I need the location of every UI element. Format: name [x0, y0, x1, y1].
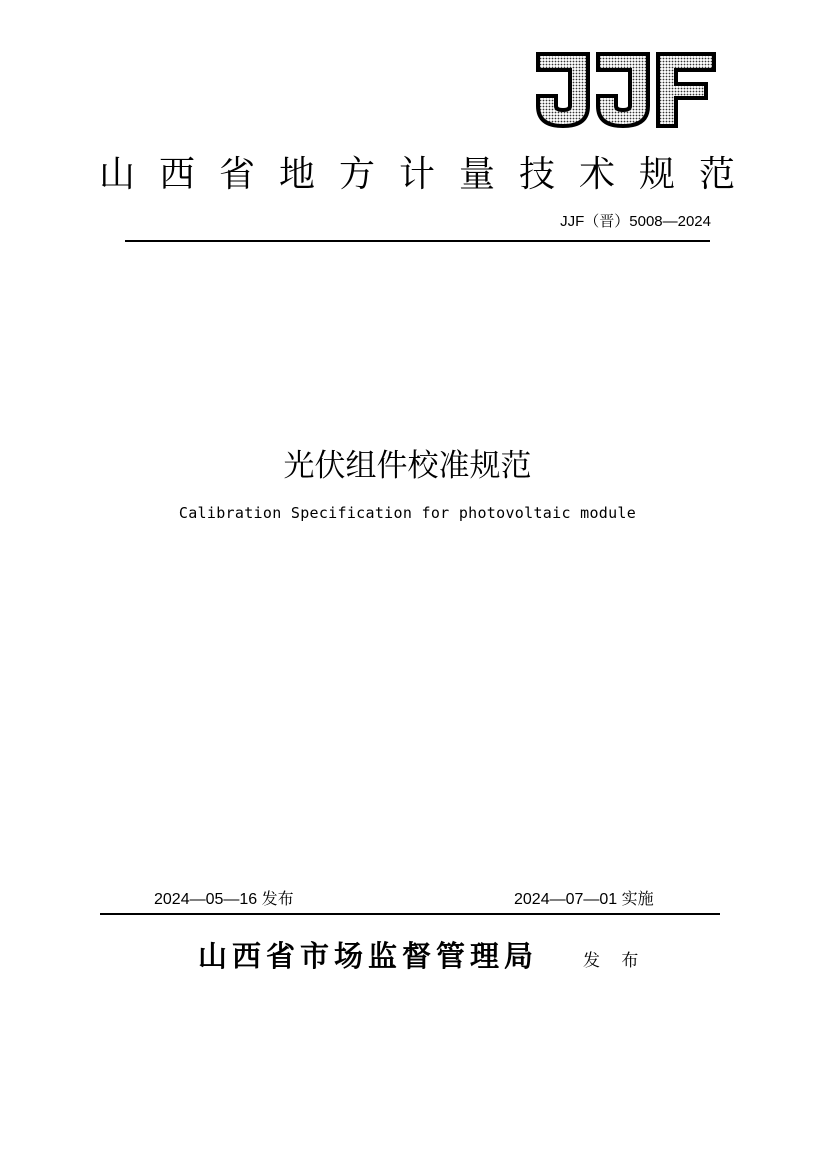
- effective-date: 2024—07—01 实施: [514, 891, 654, 908]
- series-char: 地: [278, 153, 315, 195]
- series-char: 量: [458, 153, 495, 195]
- document-title-chinese: 光伏组件校准规范: [283, 448, 532, 484]
- specification-series-title: [97, 146, 737, 196]
- series-char: 范: [698, 153, 735, 195]
- series-char: 技: [518, 153, 555, 195]
- series-char: 方: [338, 153, 375, 195]
- footer-divider: [100, 913, 720, 915]
- issued-label: 发 布: [583, 951, 647, 971]
- header-divider: [125, 240, 710, 242]
- document-title-english: Calibration Specification for photovoltaic module: [178, 504, 637, 522]
- series-char: 省: [218, 153, 255, 195]
- jjf-logo: [530, 48, 720, 130]
- series-char: 计: [398, 153, 435, 195]
- series-char: 山: [98, 153, 135, 195]
- issue-date: 2024—05—16 发布: [154, 891, 294, 908]
- specification-code: JJF（晋）5008—2024: [560, 213, 711, 230]
- issuing-authority: 山西省市场监督管理局: [198, 939, 539, 973]
- series-char: 规: [638, 153, 675, 195]
- series-char: 西: [158, 153, 195, 195]
- series-char: 术: [578, 153, 615, 195]
